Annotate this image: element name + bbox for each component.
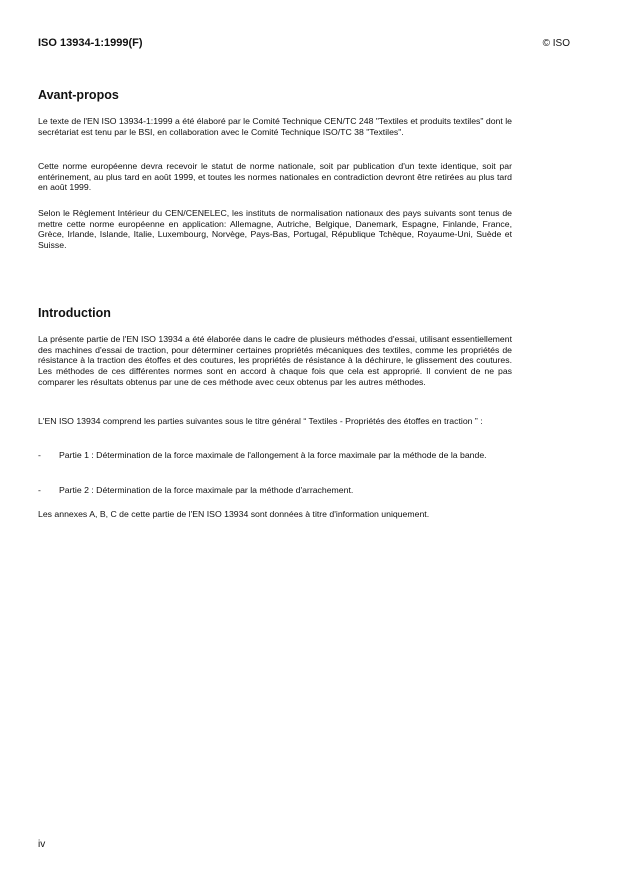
list-item-text: Partie 1 : Détermination de la force maximale de l'allongement à la force maximale par la méthode de la bande. [59,450,487,460]
document-id: ISO 13934-1:1999(F) [38,37,143,49]
list-item-text: Partie 2 : Détermination de la force maximale par la méthode d'arrachement. [59,485,354,495]
foreword-paragraph-1: Le texte de l'EN ISO 13934-1:1999 a été élaboré par le Comité Technique CEN/TC 248 "Textiles et produits textiles" dont le secrétariat est tenu par le BSI, en collaboration avec le Comité Technique ISO/TC 38 "Textiles". [38,116,512,137]
page-number: iv [38,839,46,850]
list-item [38,450,512,461]
list-bullet: - [38,485,41,495]
list-item [38,485,512,496]
list-bullet: - [38,450,41,460]
foreword-paragraph-2: Cette norme européenne devra recevoir le statut de norme nationale, soit par publication d'un texte identique, soit par entérinement, au plus tard en août 1999, et toutes les normes nationales en contradiction devront être retirées au plus tard en août 1999. [38,161,512,193]
foreword-title: Avant-propos [38,88,119,102]
introduction-closing: Les annexes A, B, C de cette partie de l'EN ISO 13934 sont données à titre d'information uniquement. [38,509,430,519]
foreword-paragraph-3: Selon le Règlement Intérieur du CEN/CENELEC, les instituts de normalisation nationaux des pays suivants sont tenus de mettre cette norme européenne en application: Allemagne, Autriche, Belgique, Danemark, Espagne, Finlande, France, Grèce, Irlande, Islande, Italie, Luxembourg, Norvège, Pays-Bas, Portugal, République Tchèque, Royaume-Uni, Suède et Suisse. [38,208,512,251]
introduction-paragraph-2: L'EN ISO 13934 comprend les parties suivantes sous le titre général “ Textiles - Propriétés des étoffes en traction ” : [38,416,483,426]
introduction-paragraph-1: La présente partie de l'EN ISO 13934 a été élaborée dans le cadre de plusieurs méthodes d'essai, utilisant essentiellement des machines d'essai de traction, pour déterminer certaines propriétés mécaniques des textiles, comme les propriétés de résistance à la traction des étoffes et des coutures, les propriétés de résistance à la déchirure, le glissement des coutures. Les méthodes de ces différentes normes sont en accord à chaque fois que cela est approprié. Il convient de ne pas comparer les résultats obtenus par une de ces méthode avec ceux obtenus par les autres méthodes. [38,334,512,387]
copyright-label: © ISO [542,38,570,49]
introduction-title: Introduction [38,306,111,320]
